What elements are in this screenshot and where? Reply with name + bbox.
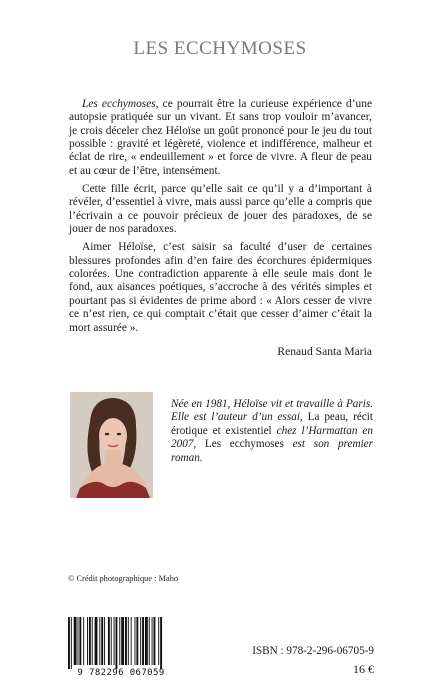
barcode-bar — [114, 617, 115, 665]
barcode-bar — [111, 617, 112, 665]
barcode-digits: 9 782296 067059 — [77, 668, 165, 678]
barcode-bar — [131, 617, 132, 665]
barcode-bar — [95, 617, 98, 665]
barcode-bar — [92, 617, 93, 665]
barcode-bar — [145, 617, 148, 665]
barcode-bar — [119, 617, 120, 665]
barcode-bar — [128, 617, 129, 665]
paragraph-1 — [69, 98, 372, 178]
isbn: ISBN : 978-2-296-06705-9 — [252, 645, 374, 657]
barcode-bar — [116, 617, 118, 669]
bio-novel-title: Les ecchymoses — [204, 438, 284, 451]
author-portrait-photo — [70, 392, 153, 498]
barcode-bar — [104, 617, 105, 665]
paragraph-3: Aimer Héloïse, c’est saisir sa faculté d’user de certaines blessures profondes afin d’en faire des écorchures épidermiques colorées. Une contradiction apparente à elle seule mais dont le fond, aux aisances poétiques, s’accroche à des vérités simples et pourtant pas si évidentes de prime abord : « Alors cesser de vivre ce n’est rien, ce qui comptait c’était que cesser d’aimer c’était la mort assurée ». — [69, 241, 372, 334]
barcode-bar — [121, 617, 124, 665]
barcode-bar — [142, 617, 144, 665]
barcode-bar — [71, 617, 72, 669]
bio-part-3: chez l’Harmattan en 2007, — [171, 424, 373, 451]
paragraph-2: Cette fille écrit, parce qu’elle sait ce qu’il y a d’important à révéler, d’essentiel à vivre, mais aussi parce qu’elle a compris que l’écrivain a ce pouvoir précieux de jouer des paradoxes, de se jouer de nos paradoxes. — [69, 183, 372, 236]
barcode-bar — [160, 617, 162, 669]
author-bio — [171, 398, 373, 465]
back-cover-text — [69, 98, 372, 340]
barcode-bar — [158, 617, 159, 665]
barcode-bar — [108, 617, 110, 665]
barcode-bar — [101, 617, 103, 665]
barcode-bar — [152, 617, 153, 665]
photo-credit: © Crédit photographique : Maho — [68, 574, 179, 583]
author-signature: Renaud Santa Maria — [277, 345, 372, 358]
barcode-bar — [136, 617, 138, 665]
paragraph-1-lead: Les ecchymoses — [82, 98, 156, 110]
portrait-icon — [70, 392, 153, 498]
barcode-bar — [68, 617, 70, 669]
barcode-bar — [154, 617, 156, 665]
bio-essay-title: La peau, récit érotique et existentiel — [171, 411, 373, 437]
barcode-bar — [135, 617, 136, 665]
paragraph-1-text: , ce pourrait être la curieuse expérience d’une autopsie pratiquée sur un vivant. Et sans trop vouloir m’avancer, je crois déceler chez Héloïse un goût prononcé pour le jeu du tout possible : gravité et légèreté, violence et indifférence, malheur et éclat de rire, « endeuillement » et force de vivre. A fleur de peau et au cœur de l’être, intensément. — [69, 98, 372, 177]
barcode-bar — [125, 617, 127, 665]
book-title: LES ECCHYMOSES — [133, 38, 307, 59]
bio-part-1: Née en 1981, Héloïse vit et travaille à Paris. Elle est l’auteur d’un essai, — [171, 398, 373, 424]
barcode-bar — [83, 617, 84, 665]
barcode-icon — [62, 615, 180, 669]
barcode — [62, 615, 180, 681]
barcode-bar — [74, 617, 77, 665]
barcode-bar — [78, 617, 79, 665]
barcode-bar — [87, 617, 88, 665]
barcode-bar — [89, 617, 91, 665]
price: 16 € — [353, 662, 374, 676]
barcode-bar — [140, 617, 141, 665]
barcode-bar — [149, 617, 150, 665]
bio-part-5: est son premier roman. — [171, 438, 373, 464]
barcode-bar — [99, 617, 100, 665]
barcode-bar — [79, 617, 81, 665]
